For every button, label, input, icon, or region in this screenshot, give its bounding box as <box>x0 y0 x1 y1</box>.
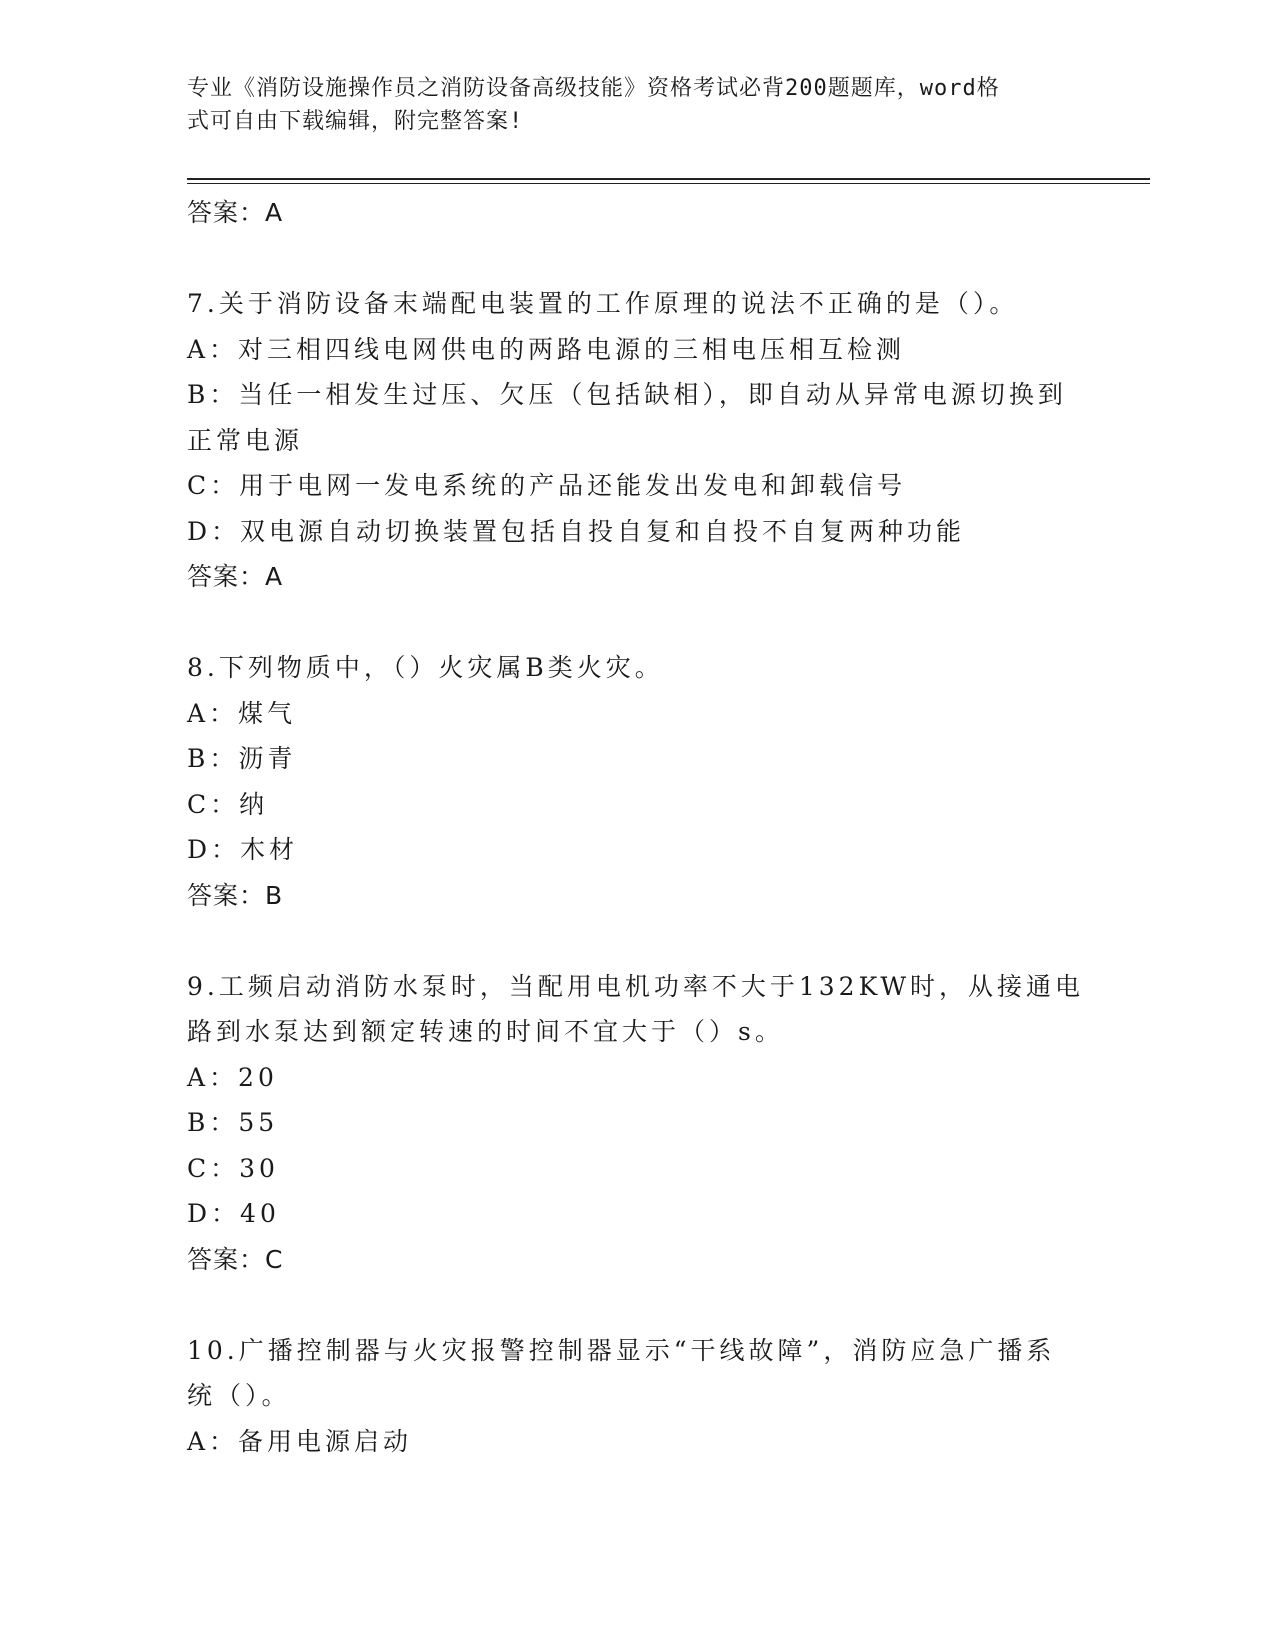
answer: 答案：B <box>187 880 284 910</box>
question-7 <box>187 281 1087 599</box>
option-a: A：20 <box>187 1062 278 1092</box>
question-stem: 8.下列物质中，（）火灾属B类火灾。 <box>187 653 664 682</box>
question-stem-continued: 统（）。 <box>187 1381 291 1410</box>
question-9 <box>187 964 1087 1282</box>
question-list <box>187 190 1087 1464</box>
question-stem: 7.关于消防设备末端配电装置的工作原理的说法不正确的是（）。 <box>187 289 1019 318</box>
option-b: B：55 <box>187 1108 279 1137</box>
option-a: A：备用电源启动 <box>187 1426 413 1456</box>
answer: 答案：C <box>187 1244 284 1274</box>
option-b-continued: 正常电源 <box>187 425 304 455</box>
spacer <box>187 1282 1087 1328</box>
header-rule-thin <box>187 183 1150 184</box>
option-d: D：木材 <box>187 835 299 864</box>
spacer <box>187 235 1087 281</box>
question-10 <box>187 1328 1087 1465</box>
option-b: B：当任一相发生过压、欠压（包括缺相），即自动从异常电源切换到 <box>187 380 1067 409</box>
question-stem: 9.工频启动消防水泵时，当配用电机功率不大于132KW时，从接通电 <box>187 971 1085 1001</box>
option-b: B：沥青 <box>187 744 297 773</box>
question-stem: 10.广播控制器与火灾报警控制器显示“干线故障”，消防应急广播系 <box>187 1335 1056 1365</box>
option-c: C：30 <box>187 1153 279 1183</box>
previous-answer: 答案：A <box>187 198 284 227</box>
option-c: C：纳 <box>187 789 269 819</box>
question-8 <box>187 645 1087 918</box>
answer: 答案：A <box>187 562 284 591</box>
document-header <box>187 72 1067 138</box>
header-line-2: 式可自由下载编辑，附完整答案! <box>187 109 524 134</box>
option-a: A：煤气 <box>187 698 297 728</box>
option-c: C：用于电网一发电系统的产品还能发出发电和卸载信号 <box>187 471 907 500</box>
option-d: D：40 <box>187 1199 280 1228</box>
option-a: A：对三相四线电网供电的两路电源的三相电压相互检测 <box>187 334 906 364</box>
spacer <box>187 599 1087 645</box>
question-stem-continued: 路到水泵达到额定转速的时间不宜大于（）s。 <box>187 1017 784 1046</box>
option-d: D：双电源自动切换装置包括自投自复和自投不自复两种功能 <box>187 516 966 546</box>
header-rule-thick <box>187 178 1150 180</box>
header-line-1: 专业《消防设施操作员之消防设备高级技能》资格考试必背200题题库，word格 <box>187 76 1000 101</box>
spacer <box>187 918 1087 964</box>
